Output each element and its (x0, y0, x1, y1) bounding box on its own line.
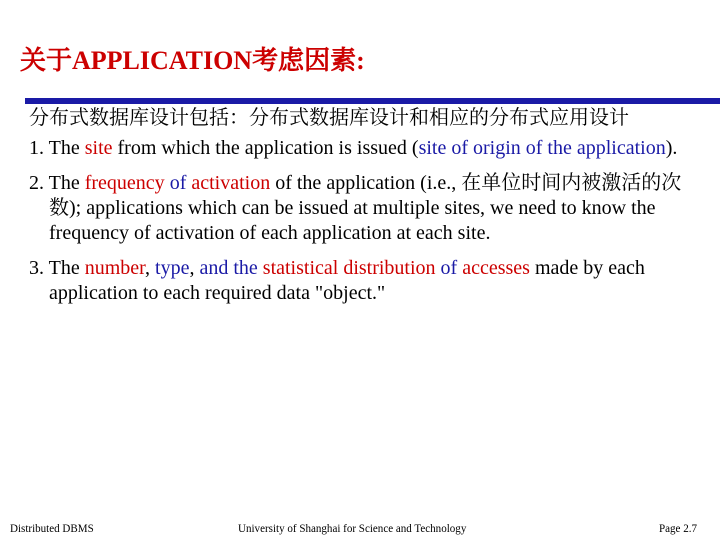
highlight-application: application (571, 137, 666, 159)
list-item-2: 2. The frequency of activation of the application (i.e., 在单位时间内被激活的次数); applications which can be issued at multiple sites, we need to know the frequency of activation of each application at each site. (29, 172, 682, 244)
footer-left: Distributed DBMS (10, 521, 94, 535)
highlight-type: type (155, 257, 190, 279)
item-number: 3. (29, 257, 44, 279)
intro-text: 分布式数据库设计包括：分布式数据库设计和相应的分布式应用设计 (29, 107, 629, 129)
item-number: 1. (29, 137, 44, 159)
highlight-statistical-distribution: statistical distribution (262, 257, 436, 279)
footer-center: University of Shanghai for Science and Technology (238, 521, 467, 535)
highlight-accesses: accesses (462, 257, 530, 279)
slide-title: 关于APPLICATION考虑因素: (20, 46, 365, 75)
title-divider (25, 98, 720, 104)
highlight-activation: activation (191, 172, 271, 194)
slide-body (29, 106, 691, 306)
page-number: Page 2.7 (659, 521, 698, 535)
highlight-number: number (84, 257, 146, 279)
highlight-frequency: frequency (84, 172, 165, 194)
item-number: 2. (29, 172, 44, 194)
highlight-site-of-origin: site of origin of the (418, 137, 572, 159)
highlight-site: site (84, 137, 113, 159)
list-item-3: 3. The number, type, and the statistical distribution of accesses made by each application to each required data "object." (29, 257, 645, 304)
list-item-1: 1. The site from which the application is issued (site of origin of the application). (29, 137, 678, 159)
